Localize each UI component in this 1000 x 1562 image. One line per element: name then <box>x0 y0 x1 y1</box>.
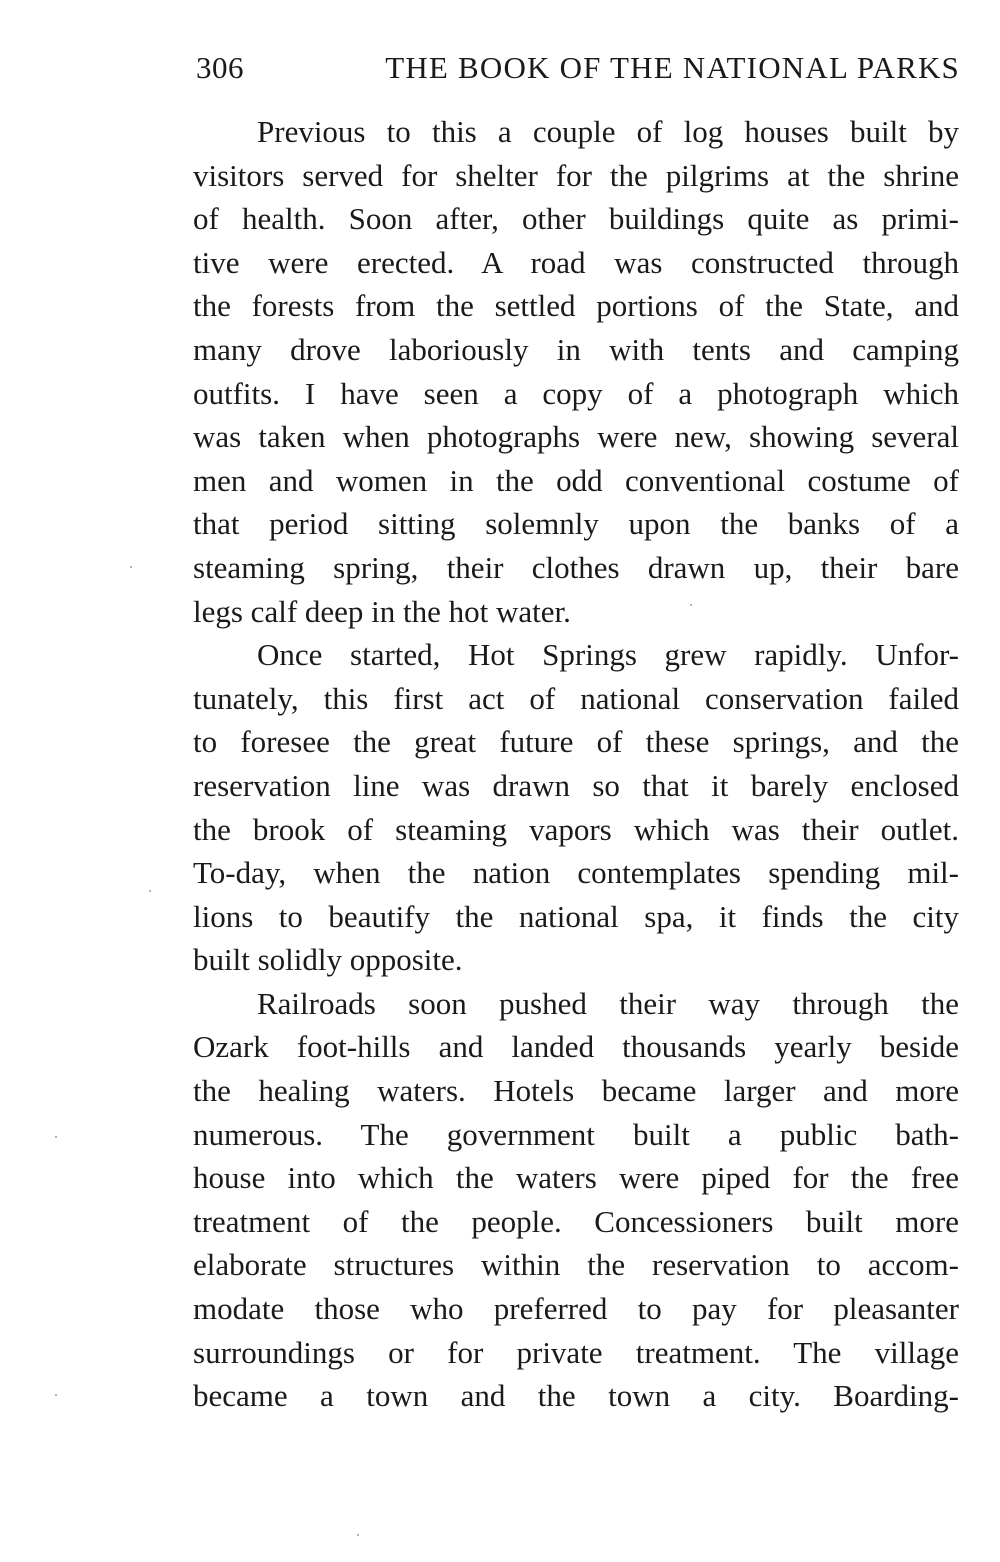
text-line: Railroads soon pushed their way through the <box>257 985 959 1021</box>
paragraph-2 <box>193 633 959 982</box>
text-line: built solidly opposite. <box>193 942 463 978</box>
text-line: the healing waters. Hotels became larger and more <box>193 1073 959 1109</box>
text-line: reservation line was drawn so that it barely enclosed <box>193 767 959 803</box>
book-title: THE BOOK OF THE NATIONAL PARKS <box>385 50 960 85</box>
text-line: was taken when photographs were new, showing several <box>193 419 959 455</box>
text-line: To-day, when the nation contemplates spending mil- <box>193 855 959 891</box>
scan-speck <box>130 566 132 568</box>
scan-speck <box>55 1394 57 1396</box>
text-line: elaborate structures within the reservation to accom- <box>193 1247 959 1283</box>
text-line: the brook of steaming vapors which was their outlet. <box>193 811 959 847</box>
text-line: outfits. I have seen a copy of a photograph which <box>193 375 959 411</box>
scan-speck <box>149 890 151 892</box>
text-line: that period sitting solemnly upon the banks of a <box>193 506 959 542</box>
page-number: 306 <box>196 50 244 85</box>
text-line: treatment of the people. Concessioners built more <box>193 1203 959 1239</box>
text-line: modate those who preferred to pay for pleasanter <box>193 1291 959 1327</box>
text-line: steaming spring, their clothes drawn up, their bare <box>193 549 959 585</box>
text-line: tunately, this first act of national conservation failed <box>193 680 959 716</box>
scan-speck <box>690 604 692 606</box>
text-line: many drove laboriously in with tents and camping <box>193 331 959 367</box>
text-line: became a town and the town a city. Boarding- <box>193 1378 959 1414</box>
text-line: numerous. The government built a public bath- <box>193 1116 959 1152</box>
text-line: lions to beautify the national spa, it finds the city <box>193 898 959 934</box>
text-line: men and women in the odd conventional costume of <box>193 462 959 498</box>
text-line: tive were erected. A road was constructed through <box>193 244 959 280</box>
text-line: surroundings or for private treatment. The village <box>193 1334 959 1370</box>
text-line: visitors served for shelter for the pilgrims at the shrine <box>193 157 959 193</box>
scan-speck <box>357 1534 359 1536</box>
paragraph-3 <box>193 982 959 1418</box>
body-text <box>193 110 959 1418</box>
scan-speck <box>55 1136 57 1138</box>
text-line: to foresee the great future of these springs, and the <box>193 724 959 760</box>
text-line: legs calf deep in the hot water. <box>193 593 571 629</box>
paragraph-1 <box>193 110 959 633</box>
text-line: Ozark foot-hills and landed thousands yearly beside <box>193 1029 959 1065</box>
text-line: the forests from the settled portions of the State, and <box>193 288 959 324</box>
running-head <box>196 50 960 90</box>
text-line: Previous to this a couple of log houses built by <box>257 114 959 149</box>
text-line: of health. Soon after, other buildings quite as primi- <box>193 201 959 237</box>
text-line: house into which the waters were piped for the free <box>193 1160 959 1196</box>
text-line: Once started, Hot Springs grew rapidly. Unfor- <box>257 637 959 673</box>
